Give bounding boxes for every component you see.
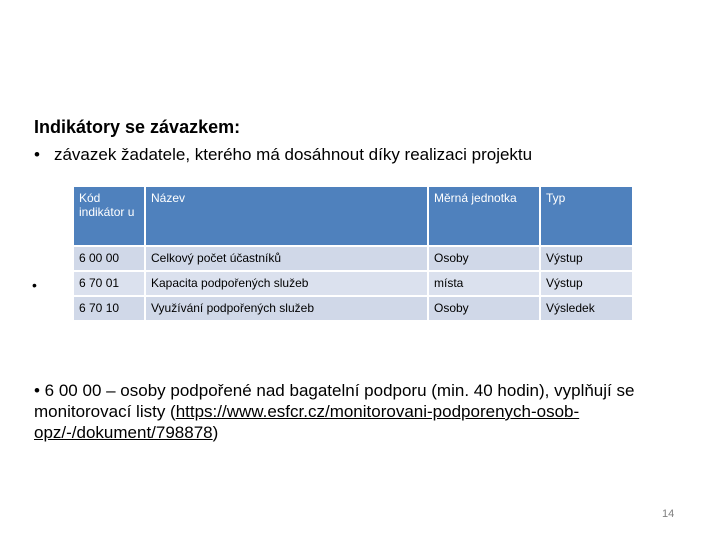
note-paragraph bbox=[34, 380, 694, 443]
cell-name: Celkový počet účastníků bbox=[145, 246, 428, 271]
cell-type: Výstup bbox=[540, 271, 633, 296]
bullet-dot: • bbox=[34, 145, 40, 164]
page-number: 14 bbox=[662, 508, 675, 520]
cell-type: Výsledek bbox=[540, 296, 633, 321]
cell-code: 6 70 01 bbox=[73, 271, 145, 296]
slide-title: Indikátory se závazkem: bbox=[34, 117, 241, 137]
cell-name: Kapacita podpořených služeb bbox=[145, 271, 428, 296]
indicators-table bbox=[72, 185, 634, 322]
cell-name: Využívání podpořených služeb bbox=[145, 296, 428, 321]
note-after: ) bbox=[212, 423, 219, 442]
header-unit: Měrná jednotka bbox=[428, 186, 540, 246]
cell-unit: Osoby bbox=[428, 296, 540, 321]
table-row bbox=[73, 246, 633, 271]
cell-code: 6 00 00 bbox=[73, 246, 145, 271]
table-bullet-dot: • bbox=[32, 277, 37, 293]
cell-type: Výstup bbox=[540, 246, 633, 271]
table-row bbox=[73, 296, 633, 321]
table-header-row bbox=[73, 186, 633, 246]
table-row bbox=[73, 271, 633, 296]
monitoring-link[interactable]: https://www.esfcr.cz/monitorovani-podporenych-osob-opz/-/dokument/798878 bbox=[34, 402, 580, 442]
header-type: Typ bbox=[540, 186, 633, 246]
header-code: Kód indikátor u bbox=[73, 186, 145, 246]
header-name: Název bbox=[145, 186, 428, 246]
intro-bullet bbox=[34, 145, 532, 165]
cell-code: 6 70 10 bbox=[73, 296, 145, 321]
cell-unit: místa bbox=[428, 271, 540, 296]
intro-bullet-text: závazek žadatele, kterého má dosáhnout díky realizaci projektu bbox=[53, 145, 533, 164]
cell-unit: Osoby bbox=[428, 246, 540, 271]
note-text: • 6 00 00 – osoby podpořené nad bagatelní podporu (min. 40 hodin), vyplňují se monitorovací listy ( bbox=[34, 381, 635, 421]
